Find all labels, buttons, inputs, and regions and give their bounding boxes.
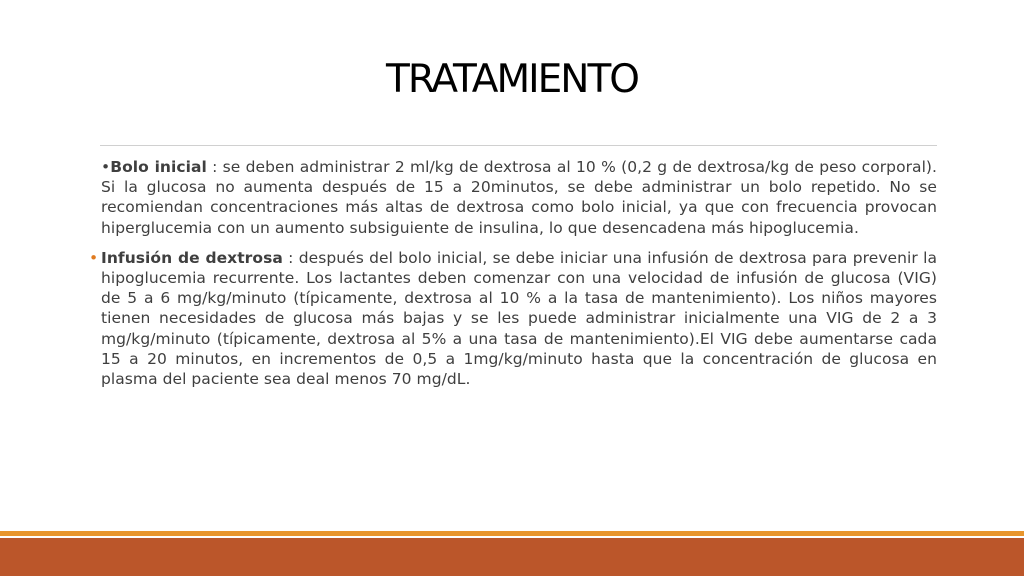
paragraph-bolo-inicial [101, 157, 937, 238]
bullet-marker: • [101, 158, 111, 176]
title-divider [100, 145, 937, 146]
paragraph-lead: Bolo inicial [110, 158, 207, 176]
paragraph-infusion-dextrosa [89, 248, 937, 389]
slide-title: TRATAMIENTO [386, 57, 638, 102]
paragraph-text: : después del bolo inicial, se debe iniciar una infusión de dextrosa para prevenir la hipoglucemia recurrente. Los lactantes deben comenzar con una velocidad de infusión de glucosa (VIG) de 5 a 6 mg/kg/minuto (típicamente, dextrosa al 10 % a la tasa de mantenimiento). Los niños mayores tienen necesidades de glucosa más bajas y se les puede administrar inicialmente una VIG de 2 a 3 mg/kg/minuto (típicamente, dextrosa al 5% a una tasa de mantenimiento).El VIG debe aumentarse cada 15 a 20 minutos, en incrementos de 0,5 a 1mg/kg/minuto hasta que la concentración de glucosa en plasma del paciente sea deal menos 70 mg/dL. [101, 248, 937, 389]
paragraph-text: : se deben administrar 2 ml/kg de dextrosa al 10 % (0,2 g de dextrosa/kg de peso corporal). Si la glucosa no aumenta después de 15 a 20minutos, se debe administrar un bolo repetido. No se recomiendan concentraciones más altas de dextrosa como bolo inicial, ya que con frecuencia provocan hiperglucemia con un aumento subsiguiente de insulina, lo que desencadena más hipoglucemia. [101, 158, 938, 237]
slide-body [89, 157, 938, 389]
footer-band-accent [0, 531, 1024, 536]
bullet-marker: • [89, 248, 99, 267]
paragraph-lead: Infusión de dextrosa [101, 248, 283, 267]
footer-band [0, 538, 1024, 576]
